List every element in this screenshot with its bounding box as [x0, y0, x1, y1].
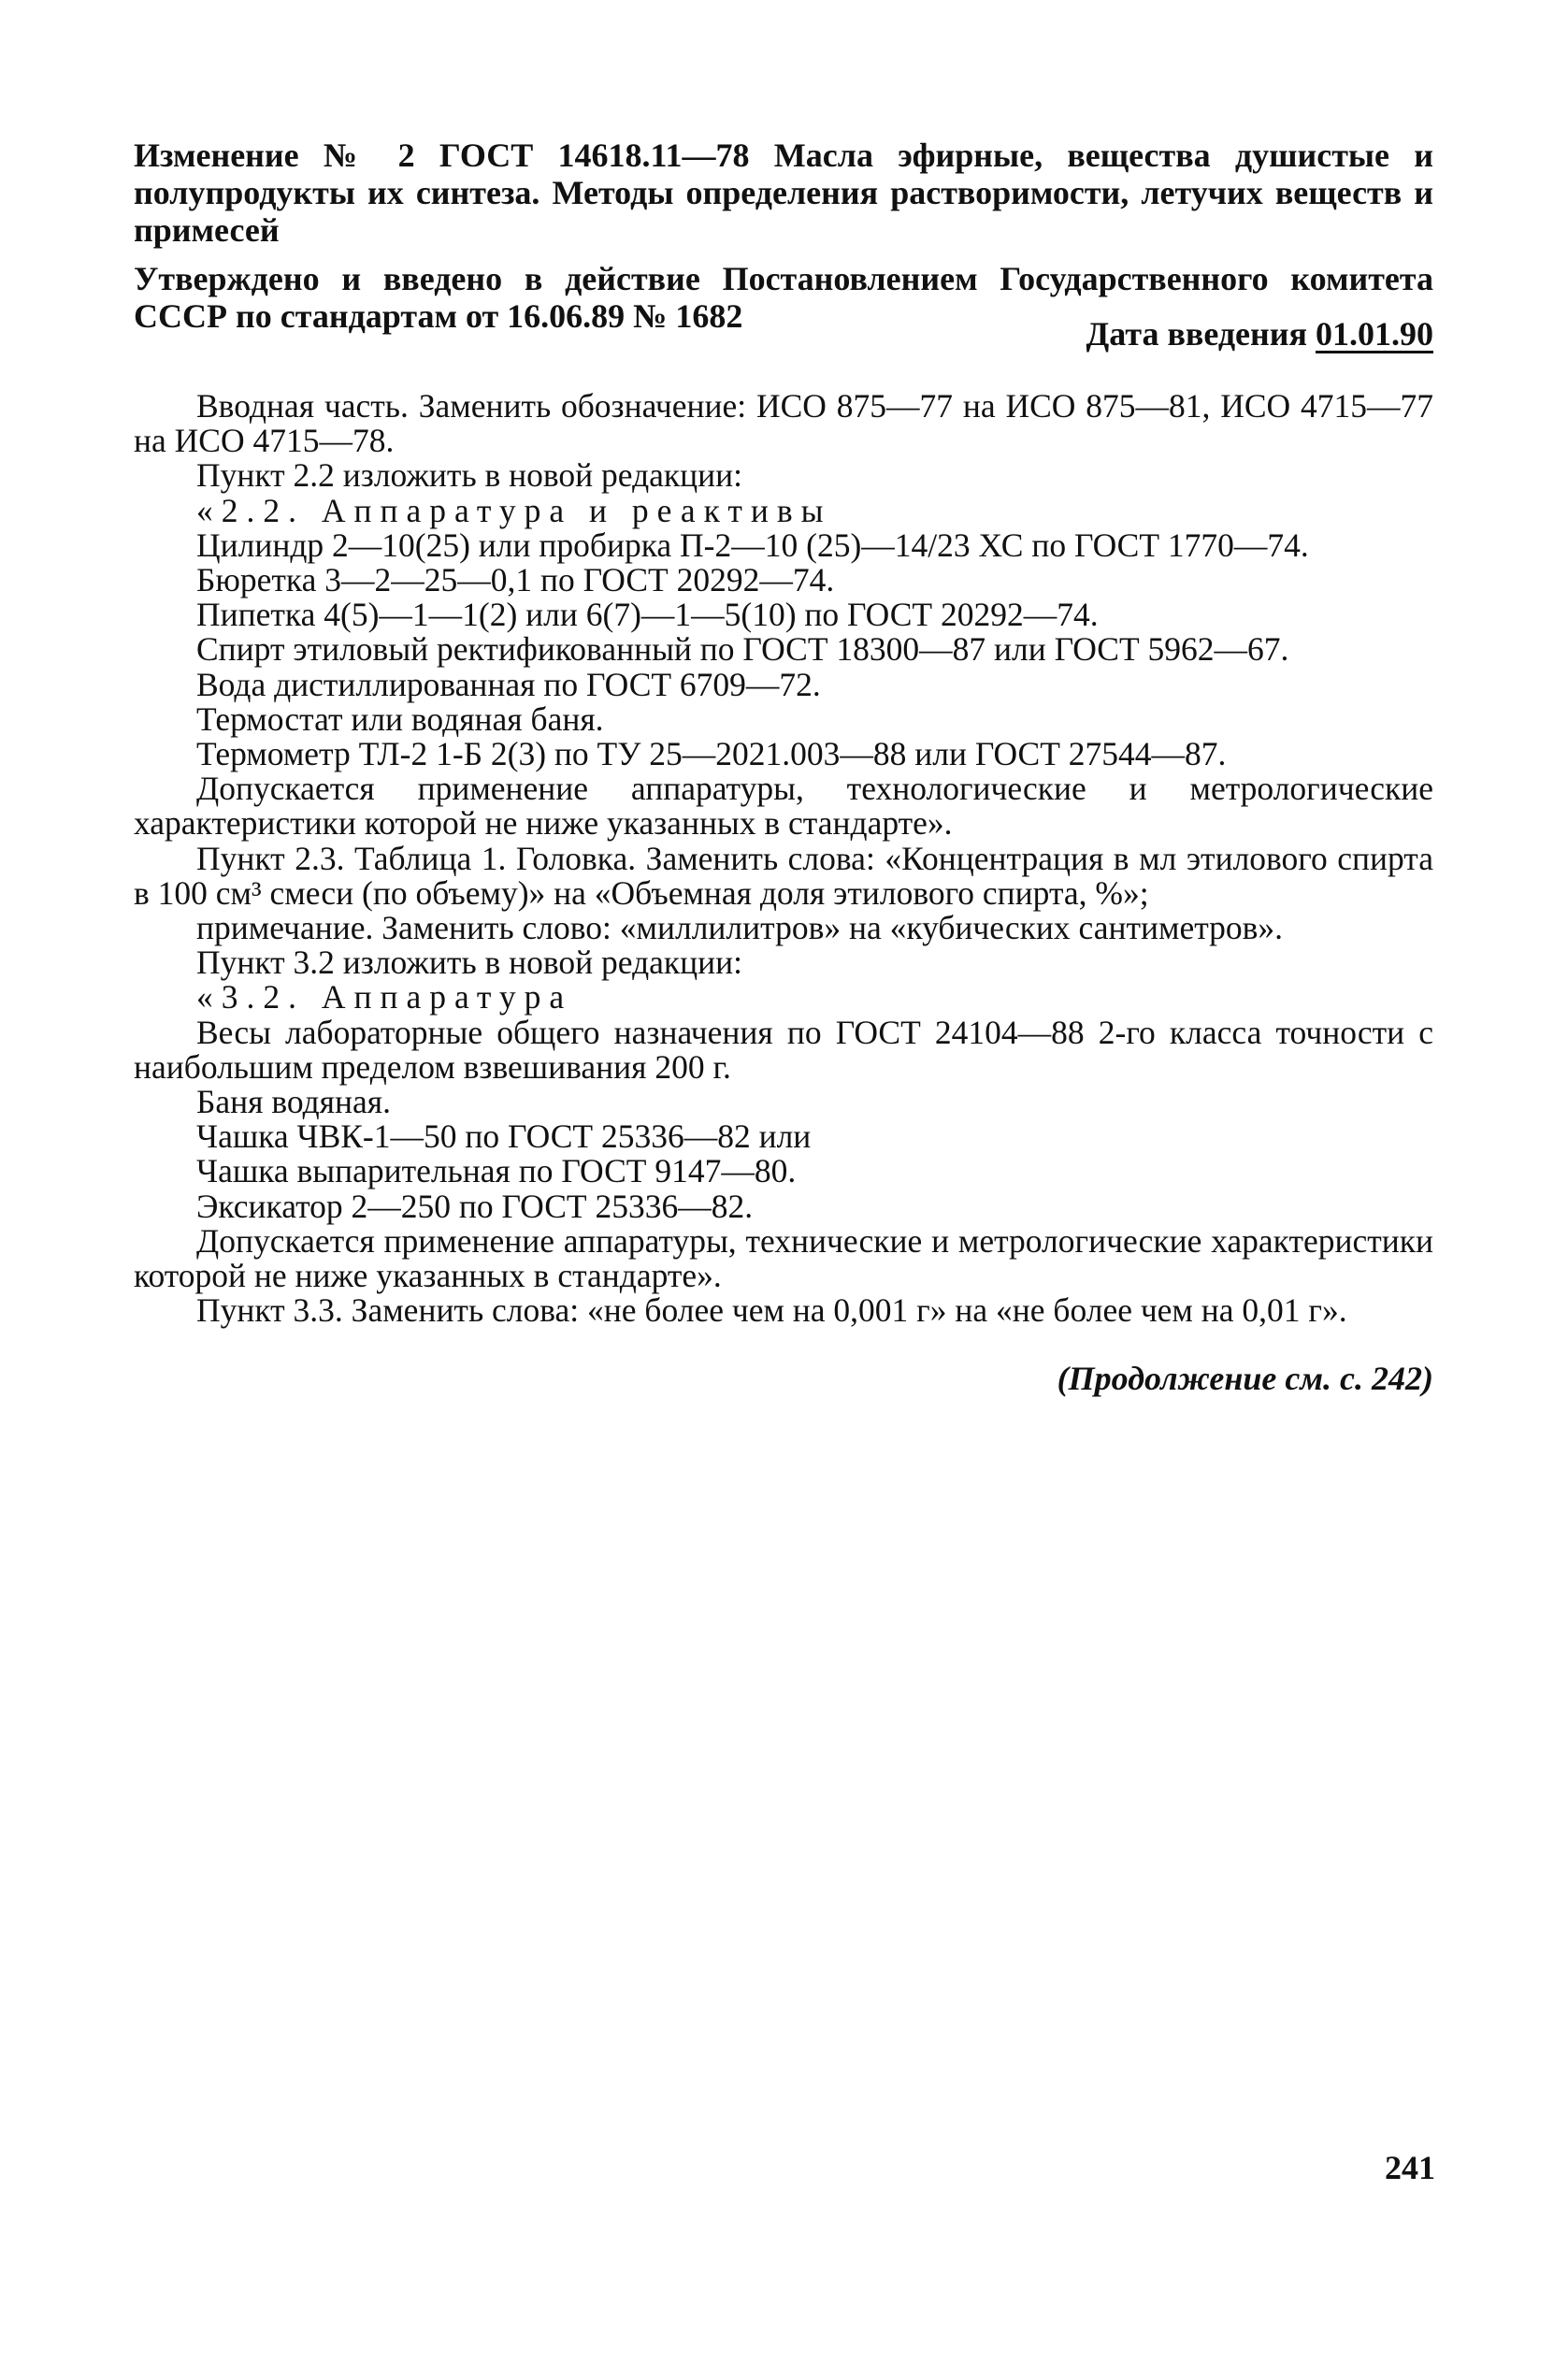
list-item: Чашка ЧВК-1—50 по ГОСТ 25336—82 или: [196, 1117, 812, 1156]
effective-date-value: 01.01.90: [1316, 315, 1433, 353]
document-body: [134, 389, 1433, 1328]
paragraph-note: Допускается применение аппаратуры, технологические и метрологические характеристики которой не ниже указанных в стандарте».: [134, 770, 1433, 843]
list-item: Баня водяная.: [196, 1083, 391, 1121]
page-number: 241: [1385, 2149, 1435, 2186]
paragraph-item-3-2-heading: Пункт 3.2 изложить в новой редакции:: [196, 944, 742, 982]
list-item: Спирт этиловый ректификованный по ГОСТ 18300—87 или ГОСТ 5962—67.: [196, 630, 1289, 669]
paragraph-intro: Вводная часть. Заменить обозначение: ИСО 875—77 на ИСО 875—81, ИСО 4715—77 на ИСО 4715—78.: [134, 387, 1433, 460]
paragraph-item-2-3: Пункт 2.3. Таблица 1. Головка. Заменить слова: «Концентрация в мл этилового спирта в 100 см³ смеси (по объему)» на «Объемная доля этилового спирта, %»;: [134, 839, 1433, 912]
list-item: Весы лабораторные общего назначения по ГОСТ 24104—88 2-го класса точности с наибольшим пределом взвешивания 200 г.: [134, 1013, 1433, 1086]
list-item: Эксикатор 2—250 по ГОСТ 25336—82.: [196, 1187, 754, 1225]
list-item: Бюретка 3—2—25—0,1 по ГОСТ 20292—74.: [196, 561, 835, 599]
effective-date: [134, 315, 1433, 353]
paragraph-note-replacement: примечание. Заменить слово: «миллилитров» на «кубических сантиметров».: [196, 909, 1284, 947]
section-title-2-2: «2.2. Аппаратура и реактивы: [196, 491, 832, 529]
document-header: [134, 137, 1433, 335]
paragraph-item-2-2-heading: Пункт 2.2 изложить в новой редакции:: [196, 456, 742, 495]
list-item: Термостат или водяная баня.: [196, 699, 604, 738]
paragraph-note: Допускается применение аппаратуры, технические и метрологические характеристики которой не ниже указанных в стандарте».: [134, 1221, 1433, 1295]
continuation-note: (Продолжение см. с. 242): [1057, 1360, 1433, 1397]
list-item: Термометр ТЛ-2 1-Б 2(3) по ТУ 25—2021.003—88 или ГОСТ 27544—87.: [196, 735, 1227, 773]
list-item: Чашка выпарительная по ГОСТ 9147—80.: [196, 1152, 797, 1190]
list-item: Пипетка 4(5)—1—1(2) или 6(7)—1—5(10) по ГОСТ 20292—74.: [196, 596, 1099, 634]
paragraph-item-3-3: Пункт 3.3. Заменить слова: «не более чем на 0,001 г» на «не более чем на 0,01 г».: [196, 1291, 1347, 1330]
approval-statement: Утверждено и введено в действие Постановлением Государственного комитета СССР по стандартам от 16.06.89 № 1682: [134, 260, 1433, 335]
section-title-3-2: «3.2. Аппаратура: [196, 978, 573, 1016]
list-item: Цилиндр 2—10(25) или пробирка П-2—10 (25)—14/23 ХС по ГОСТ 1770—74.: [196, 526, 1309, 564]
list-item: Вода дистиллированная по ГОСТ 6709—72.: [196, 665, 821, 703]
change-title: Изменение № 2 ГОСТ 14618.11—78 Масла эфирные, вещества душистые и полупродукты их синтеза. Методы определения растворимости, летучих веществ и примесей: [134, 137, 1433, 249]
effective-date-label: Дата введения: [1086, 315, 1307, 353]
